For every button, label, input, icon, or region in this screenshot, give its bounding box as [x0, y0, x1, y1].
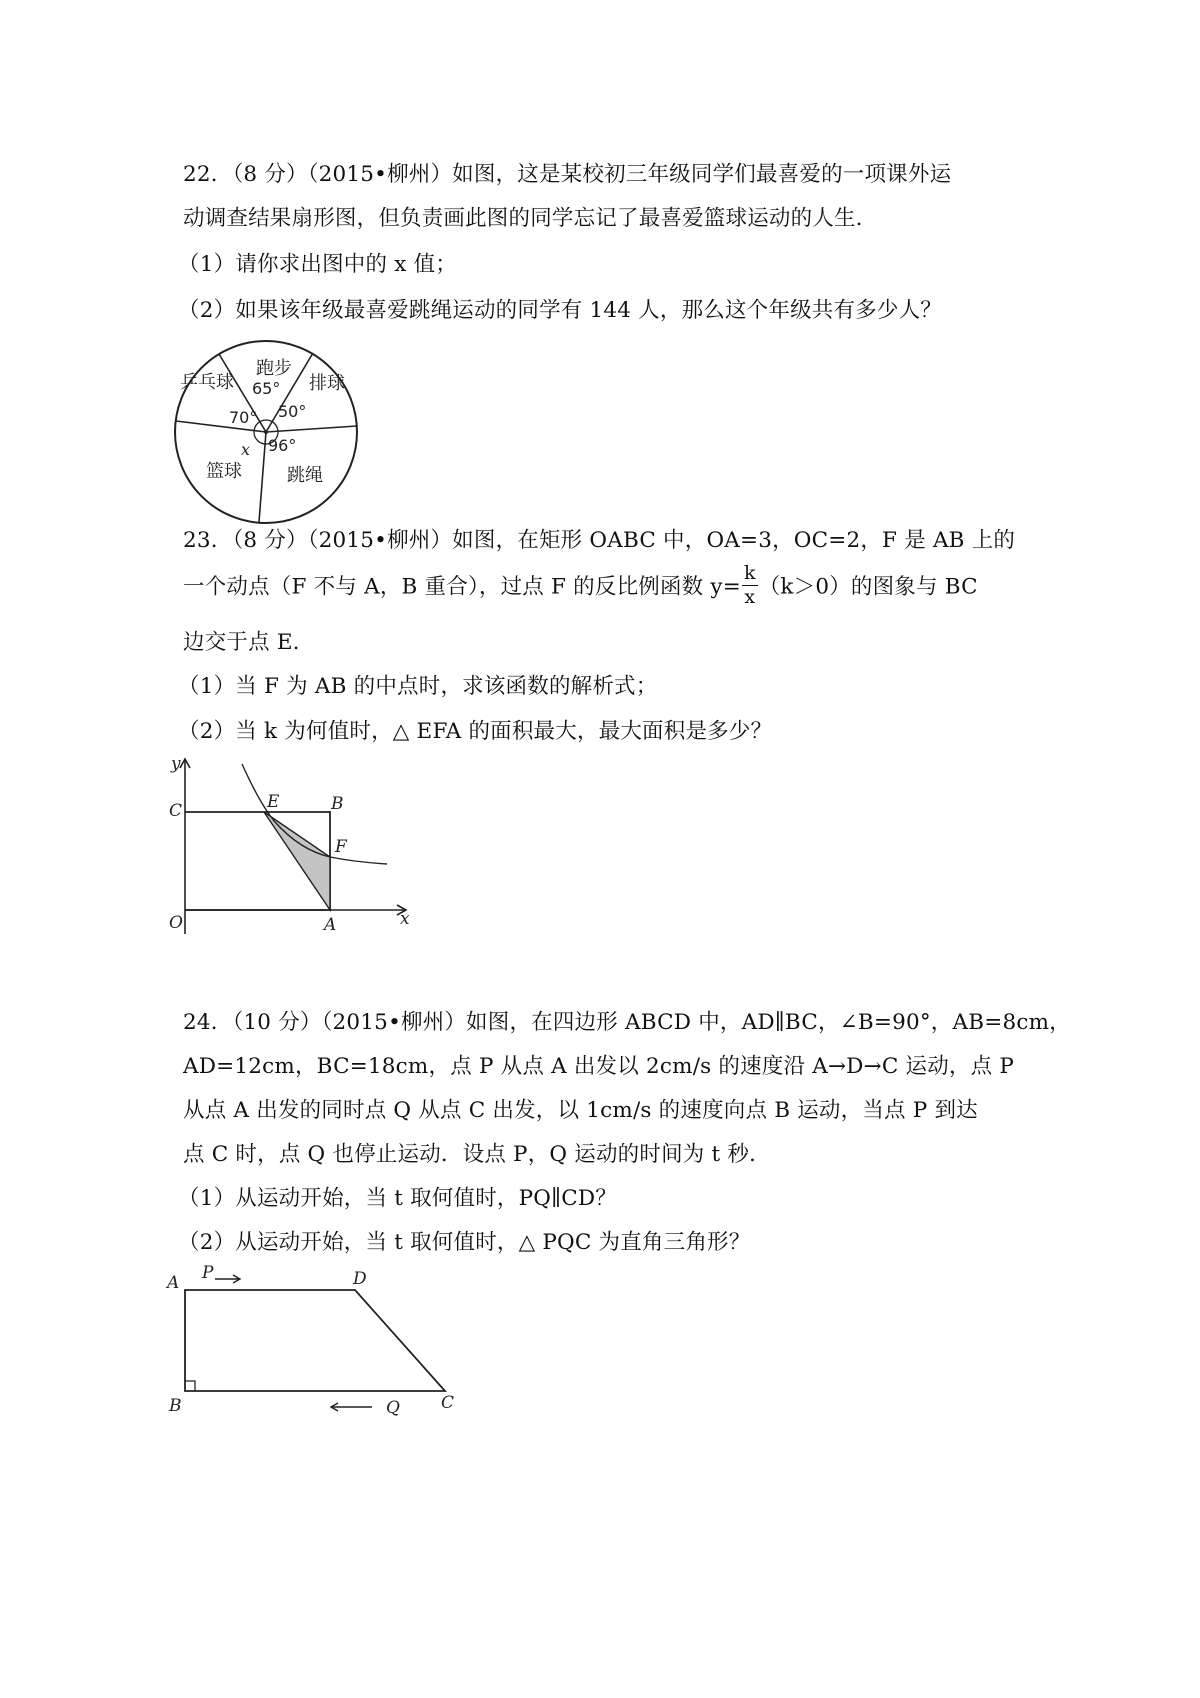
label-C: C	[169, 801, 183, 821]
label-A: A	[167, 1273, 180, 1293]
pie-boundary-tiaosheng-lanqiu	[259, 432, 266, 522]
sector-angle-paobu: 65°	[252, 379, 281, 398]
q23-stem-line-2-b: （k＞0）的图象与 BC	[758, 574, 978, 600]
q22-part-1: （1）请你求出图中的 x 值；	[178, 252, 457, 277]
sector-label-tiaosheng: 跳绳	[287, 465, 323, 486]
label-F: F	[335, 837, 347, 857]
q22-stem-line-1: 22．（8 分）（2015•柳州）如图，这是某校初三年级同学们最喜爱的一项课外运	[183, 162, 952, 187]
label-D: D	[353, 1269, 367, 1289]
q24-part-1: （1）从运动开始，当 t 取何值时，PQ∥CD？	[178, 1186, 618, 1211]
q23-stem-line-3: 边交于点 E．	[183, 630, 315, 655]
q23-part-1: （1）当 F 为 AB 的中点时，求该函数的解析式；	[178, 674, 658, 699]
q24-stem-line-4: 点 C 时，点 Q 也停止运动．设点 P，Q 运动的时间为 t 秒．	[183, 1142, 771, 1167]
label-B: B	[169, 1396, 182, 1416]
label-C: C	[441, 1393, 455, 1413]
fraction-k-over-x	[742, 564, 758, 607]
q24-stem-line-3: 从点 A 出发的同时点 Q 从点 C 出发，以 1cm/s 的速度向点 B 运动，当点 P 到达	[183, 1098, 978, 1123]
fraction-denominator: x	[744, 586, 756, 608]
right-angle-marker	[185, 1381, 195, 1391]
pie-boundary-paiqiu-tiaosheng	[266, 426, 357, 432]
label-B: B	[331, 794, 344, 814]
sector-angle-pingpang: 70°	[229, 408, 258, 427]
q22-pie-chart	[170, 338, 370, 528]
sector-label-paiqiu: 排球	[309, 373, 345, 394]
q23-stem-line-2	[183, 562, 978, 609]
q22-stem-line-2: 动调查结果扇形图，但负责画此图的同学忘记了最喜爱篮球运动的人生．	[183, 206, 878, 231]
label-O: O	[169, 913, 183, 933]
sector-angle-tiaosheng: 96°	[268, 436, 297, 455]
q23-stem-line-2-a: 一个动点（F 不与 A，B 重合），过点 F 的反比例函数 y=	[183, 574, 741, 600]
triangle-EFA	[264, 812, 330, 910]
sector-angle-lanqiu: x	[241, 440, 251, 459]
q22-part-2: （2）如果该年级最喜爱跳绳运动的同学有 144 人，那么这个年级共有多少人？	[178, 298, 942, 323]
sector-label-paobu: 跑步	[256, 358, 292, 379]
q24-trapezoid-figure	[165, 1264, 465, 1424]
q24-part-2: （2）从运动开始，当 t 取何值时，△ PQC 为直角三角形？	[178, 1230, 751, 1255]
label-Q: Q	[386, 1398, 400, 1418]
label-y: y	[171, 754, 181, 774]
q23-part-2: （2）当 k 为何值时，△ EFA 的面积最大，最大面积是多少？	[178, 719, 773, 744]
q23-rectangle-figure	[165, 752, 430, 942]
fraction-numerator: k	[743, 562, 756, 584]
q23-stem-line-1: 23．（8 分）（2015•柳州）如图，在矩形 OABC 中，OA=3，OC=2，F 是 AB 上的	[183, 528, 1016, 553]
pie-center	[264, 430, 268, 434]
sector-angle-paiqiu: 50°	[278, 402, 307, 421]
label-E: E	[267, 792, 280, 812]
q24-stem-line-2: AD=12cm，BC=18cm，点 P 从点 A 出发以 2cm/s 的速度沿 A→D→C 运动，点 P	[183, 1054, 1015, 1079]
label-A: A	[324, 915, 337, 935]
sector-label-pingpang: 乒乓球	[180, 372, 234, 393]
trapezoid-ABCD	[185, 1290, 445, 1391]
label-P: P	[202, 1264, 214, 1283]
sector-label-lanqiu: 篮球	[206, 461, 242, 482]
label-x: x	[400, 909, 410, 929]
q24-stem-line-1: 24．（10 分）（2015•柳州）如图，在四边形 ABCD 中，AD∥BC，∠B=90°，AB=8cm，	[183, 1010, 1071, 1035]
